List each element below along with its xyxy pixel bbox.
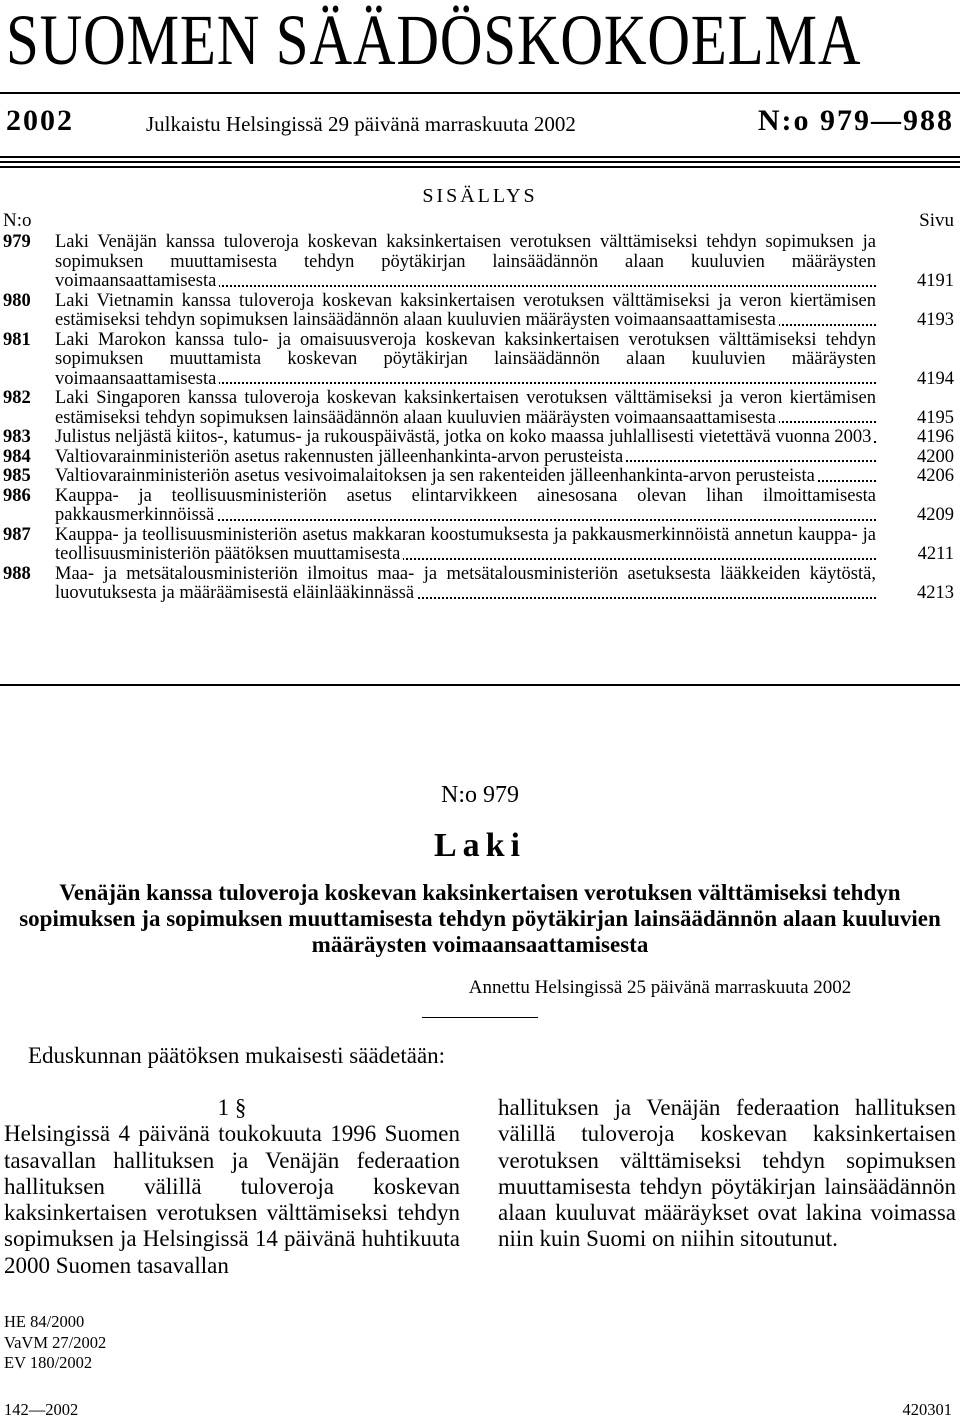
text-column-right [498, 1095, 956, 1253]
contents-item-number: 985 [3, 466, 31, 486]
publication-row [6, 104, 954, 144]
contents-item-number: 986 [3, 485, 31, 506]
statute-preamble: Eduskunnan päätöksen mukaisesti säädetään: [28, 1043, 446, 1068]
contents-item-page: 4194 [882, 370, 954, 390]
contents-list [3, 233, 954, 604]
masthead-rule [0, 92, 960, 94]
contents-item-body [55, 292, 954, 331]
contents-item [3, 331, 954, 390]
section-text-right: hallituksen ja Venäjän federaation hallituksen välillä tuloveroja koskevan kaksinkertaisen verotuksen välttämiseksi tehdyn sopimuksen muuttamisesta tehdyn pöytäkirjan lainsäädännön alaan kuuluvat määräykset ovat lakina voimassa niin kuin Suomi on niihin sitoutunut. [498, 1095, 956, 1252]
contents-item-body [55, 331, 954, 390]
title-separator [422, 1017, 538, 1018]
publication-date: Julkaistu Helsingissä 29 päivänä marraskuuta 2002 [146, 112, 576, 136]
contents-item-title: Laki Vietnamin kanssa tuloveroja koskevan kaksinkertaisen verotuksen välttämiseksi ja veron kiertämisen estämiseksi tehdyn sopimuksen lainsäädännön alaan kuuluvien määräysten voimaansaattamisesta [55, 291, 876, 330]
contents-item-body [55, 448, 954, 468]
statute-number: N:o 979 [441, 782, 519, 808]
contents-col-page: Sivu [919, 210, 954, 231]
contents-item-number: 984 [3, 446, 31, 467]
contents-item [3, 292, 954, 331]
publication-year: 2002 [6, 104, 74, 137]
contents-item-number: 979 [3, 232, 31, 252]
contents-item-number: 988 [3, 563, 31, 584]
contents-item-page: 4206 [882, 467, 954, 487]
contents-item-body [55, 487, 954, 526]
header-rule-2 [0, 161, 960, 163]
section-number: 1 § [217, 1095, 247, 1120]
contents-heading: SISÄLLYS [422, 185, 538, 207]
statute-given-date [0, 977, 960, 999]
contents-item-number: 980 [3, 290, 31, 311]
publication-numbers: N:o 979—988 [757, 104, 954, 137]
reference-item: HE 84/2000 [4, 1312, 85, 1331]
header-rule-1 [0, 156, 960, 158]
statute-type: Laki [433, 827, 527, 864]
reference-item: VaVM 27/2002 [4, 1332, 107, 1352]
contents-item-title: Kauppa- ja teollisuusministeriön asetus elintarvikkeen ainesosana olevan lihan ilmoittamisesta pakkausmerkinnöissä [55, 486, 876, 525]
contents-item-body [55, 428, 954, 448]
contents-item [3, 565, 954, 604]
contents-item [3, 233, 954, 292]
contents-item-title: Kauppa- ja teollisuusministeriön asetus makkaran koostumuksesta ja pakkausmerkinnöistä annetun kauppa- ja teollisuusministeriön päätöksen muuttamisesta [55, 525, 876, 564]
text-column-left [4, 1095, 460, 1279]
section-text-left: Helsingissä 4 päivänä toukokuuta 1996 Suomen tasavallan hallituksen ja Venäjän federaation hallituksen välillä tuloveroja koskevan kaksinkertaisen verotuksen välttämiseksi tehdyn sopimuksen ja Helsingissä 14 päivänä huhtikuuta 2000 Suomen tasavallan [4, 1121, 460, 1278]
contents-item-title: Valtiovarainministeriön asetus vesivoimalaitoksen ja sen rakenteiden jälleenhankinta-arvon perusteista [55, 467, 818, 486]
contents-item [3, 467, 954, 487]
contents-item [3, 428, 954, 448]
contents-item [3, 448, 954, 468]
contents-item-body [55, 467, 954, 487]
footer-code: 420301 [902, 1400, 952, 1419]
statute-given-text: Annettu Helsingissä 25 päivänä marraskuuta 2002 [468, 977, 852, 998]
reference-item: EV 180/2002 [4, 1353, 93, 1372]
contents-item-number: 983 [3, 427, 31, 447]
contents-item [3, 389, 954, 428]
contents-item-number: 982 [3, 388, 31, 408]
contents-item-page: 4200 [882, 448, 954, 468]
contents-item-number: 987 [3, 524, 31, 545]
statute-title: Venäjän kanssa tuloveroja koskevan kaksinkertaisen verotuksen välttämiseksi tehdyn sopimuksen ja sopimuksen muuttamisesta tehdyn pöytäkirjan lainsäädännön alaan kuuluvien määräysten voimaansaattamisesta [19, 880, 941, 957]
masthead-title: SUOMEN SÄÄDÖSKOKOELMA [6, 0, 862, 80]
contents-item-page: 4195 [882, 409, 954, 429]
contents-item-page: 4209 [882, 506, 954, 526]
contents-item [3, 526, 954, 565]
legislative-references [4, 1312, 106, 1374]
contents-item-body [55, 233, 954, 292]
contents-item-page: 4191 [882, 272, 954, 292]
contents-item-page: 4211 [882, 545, 954, 565]
contents-item-page: 4196 [882, 428, 954, 448]
contents-item-body [55, 565, 954, 604]
contents-item-title: Maa- ja metsätalousministeriön ilmoitus maa- ja metsätalousministeriön asetuksesta lääkkeiden käytöstä, luovutuksesta ja määräämisestä eläinlääkinnässä [55, 564, 876, 603]
contents-item-title: Laki Venäjän kanssa tuloveroja koskevan kaksinkertaisen verotuksen välttämiseksi tehdyn sopimuksen ja sopimuksen muuttamisesta tehdyn pöytäkirjan lainsäädännön alaan kuuluvien määräysten voimaansaattamisesta [55, 233, 876, 291]
contents-item-body [55, 389, 954, 428]
footer-issue: 142—2002 [4, 1400, 79, 1419]
contents-item-body [55, 526, 954, 565]
contents-item-number: 981 [3, 329, 31, 350]
contents-col-no: N:o [3, 210, 32, 231]
contents-item-page: 4213 [882, 584, 954, 604]
contents-item-page: 4193 [882, 311, 954, 331]
contents-item-title: Valtiovarainministeriön asetus rakennusten jälleenhankinta-arvon perusteista [55, 448, 626, 467]
contents-item-title: Julistus neljästä kiitos-, katumus- ja rukouspäivästä, jotka on koko maassa juhlallisesti vietettävä vuonna 2003 [55, 428, 874, 447]
contents-item-title: Laki Singaporen kanssa tuloveroja koskevan kaksinkertaisen verotuksen välttämiseksi ja veron kiertämisen estämiseksi tehdyn sopimuksen lainsäädännön alaan kuuluvien määräysten voimaansaattamisesta [55, 389, 876, 428]
contents-item [3, 487, 954, 526]
contents-item-title: Laki Marokon kanssa tulo- ja omaisuusveroja koskevan kaksinkertaisen verotuksen välttämiseksi tehdyn sopimuksen muuttamista koskevan pöytäkirjan lainsäädännön alaan kuuluvien määräysten voimaansaattamisesta [55, 330, 876, 389]
header-rule-3 [0, 166, 960, 168]
contents-end-rule [0, 684, 960, 686]
